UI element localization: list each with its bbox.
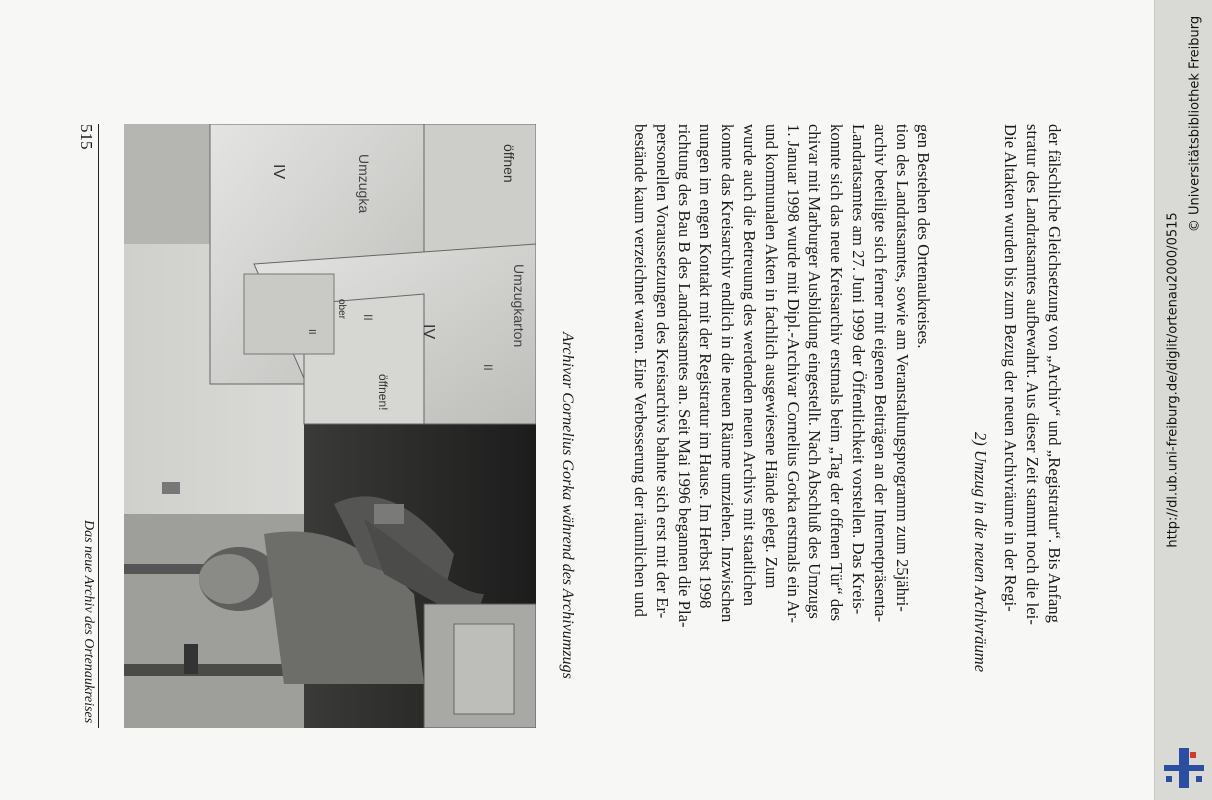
sidebar-strip — [1154, 0, 1212, 800]
text-line: bestände kaum verzeichnet waren. Eine Verbesserung der räumlichen und — [631, 124, 650, 617]
text-line: Die Altakten wurden bis zum Bezug der neuen Archivräume in der Regi- — [1001, 124, 1020, 612]
source-url[interactable]: http://dl.ub.uni-freiburg.de/diglit/ortenau2000/0515 — [1165, 212, 1181, 548]
svg-text:IV: IV — [270, 164, 287, 180]
svg-text:ober: ober — [336, 299, 347, 320]
text-line: richtung des Bau B des Landratsamtes an. Seit Mai 1996 begannen die Pla- — [674, 124, 694, 628]
text-line: 1. Januar 1998 wurde mit Dipl.-Archivar Cornelius Gorka erstmals ein Ar- — [783, 124, 803, 624]
svg-text:öffnen!: öffnen! — [376, 374, 390, 411]
archive-moving-photo — [124, 124, 536, 728]
svg-text:öffnen: öffnen — [501, 144, 517, 183]
header-rule — [98, 124, 99, 728]
svg-text:II: II — [481, 364, 495, 371]
copyright-notice: © Universitätsbibliothek Freiburg — [1187, 15, 1203, 233]
text-line: tion des Landratsamtes, sowie am Veranstaltungsprogramm zum 25jähri- — [892, 124, 912, 612]
svg-text:IV: IV — [420, 324, 437, 340]
photo-caption: Archivar Cornelius Gorka während des Archivumzugs — [559, 332, 576, 679]
text-line: Landratsamtes am 27. Juni 1999 der Öffentlichkeit vorstellen. Das Kreis- — [849, 124, 868, 615]
text-line: personellen Voraussetzungen des Kreisarchivs bahnte sich erst mit der Er- — [652, 124, 672, 619]
text-line: der fälschliche Gleichsetzung von „Archiv“ und „Registratur“. Bis Anfang — [1044, 124, 1064, 623]
running-head: Das neue Archiv des Ortenaukreises — [81, 520, 96, 724]
text-line: archiv beteiligte sich ferner mit eigenen Beiträgen an der Internetpräsenta- — [870, 124, 890, 623]
svg-text:II: II — [361, 314, 375, 321]
svg-text:II: II — [306, 329, 317, 335]
svg-text:Umzugka: Umzugka — [356, 154, 372, 214]
svg-text:Umzugkarton: Umzugkarton — [511, 264, 527, 348]
text-line: nungen im engen Kontakt mit der Registratur im Hause. Im Herbst 1998 — [696, 124, 716, 609]
page-number: 515 — [77, 124, 96, 150]
text-line: und kommunalen Akten in fachlich ausgewiesene Hände gelegt. Zum — [761, 124, 781, 589]
ub-freiburg-logo-icon — [1164, 748, 1204, 788]
text-line: konnte sich das neue Kreisarchiv erstmals beim „Tag der offenen Tür“ des — [827, 124, 847, 622]
text-line: chivar mit Marburger Ausbildung eingestellt. Nach Abschluß des Umzugs — [805, 124, 825, 619]
text-line: stratur des Landratsamtes aufbewahrt. Aus dieser Zeit stammt noch die lei- — [1022, 124, 1042, 625]
text-line: konnte das Kreisarchiv endlich in die neuen Räume umziehen. Inzwischen — [718, 124, 738, 623]
text-line: gen Bestehen des Ortenaukreises. — [914, 124, 934, 349]
text-line: wurde auch die Betreuung des werdenden neuen Archivs mit staatlichen — [740, 124, 759, 607]
section-heading: 2) Umzug in die neuen Archivräume — [971, 432, 990, 673]
